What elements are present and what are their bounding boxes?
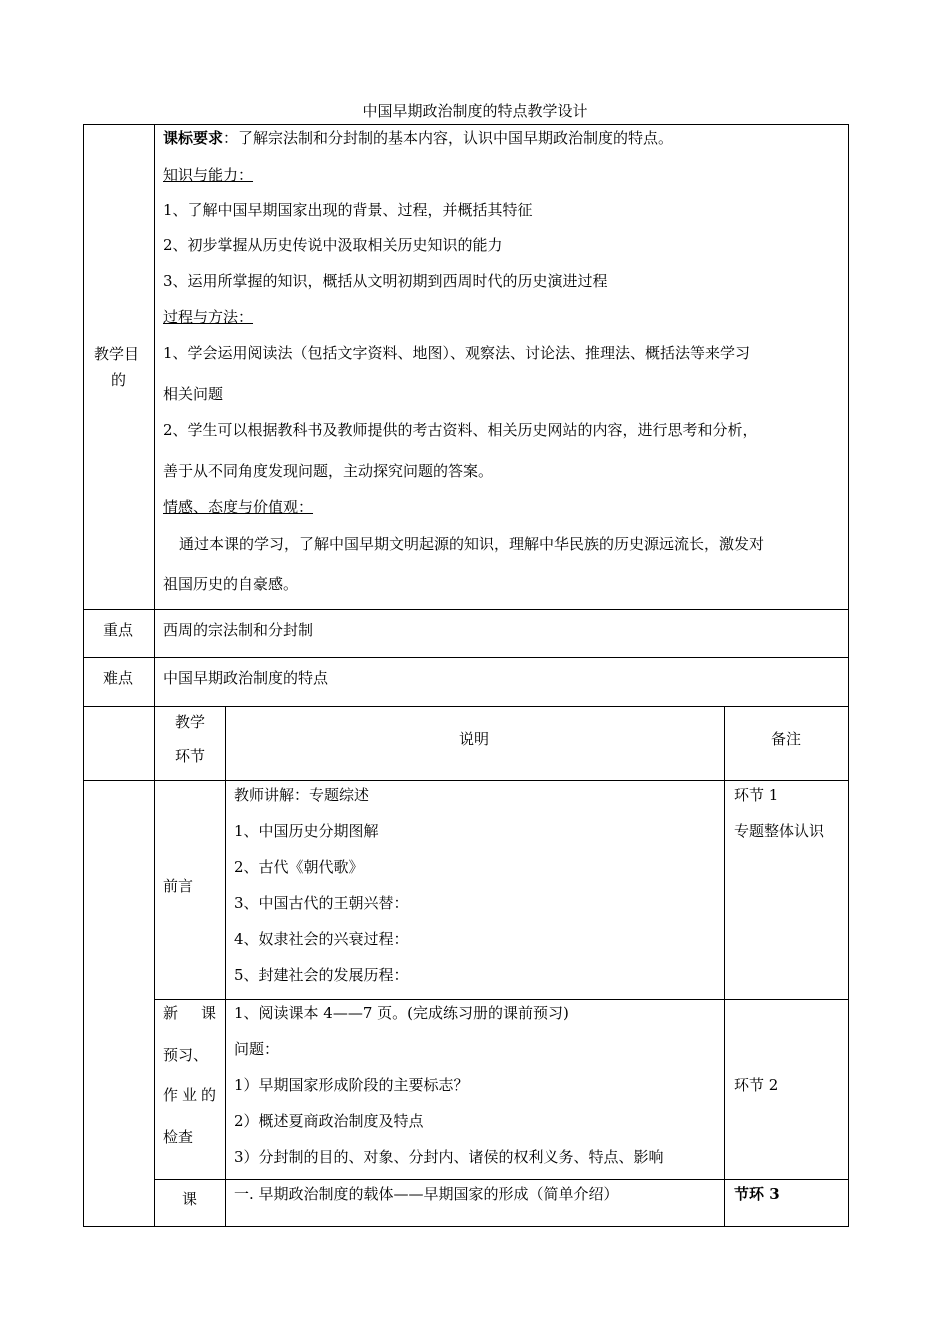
desc-line: 1、中国历史分期图解 bbox=[234, 822, 379, 840]
table-right-border bbox=[848, 124, 849, 1227]
desc-line: 问题： bbox=[234, 1040, 280, 1058]
table-bottom-border bbox=[83, 1226, 849, 1227]
desc-line: 2）概述夏商政治制度及特点 bbox=[234, 1112, 424, 1130]
row-divider bbox=[83, 609, 849, 610]
row-divider bbox=[83, 657, 849, 658]
stage-header: 教学 bbox=[175, 713, 206, 731]
process-item: 善于从不同角度发现问题，主动探究问题的答案。 bbox=[163, 462, 494, 480]
emotion-heading: 情感、态度与价值观： bbox=[163, 498, 314, 516]
column-divider bbox=[724, 706, 725, 1227]
stage-cell-char: 新 bbox=[163, 1004, 179, 1022]
stage-cell-char: 作 bbox=[163, 1086, 179, 1104]
knowledge-item: 2、初步掌握从历史传说中汲取相关历史知识的能力 bbox=[163, 236, 503, 254]
difficulty-label: 难点 bbox=[103, 669, 134, 687]
desc-line: 3）分封制的目的、对象、分封内、诸侯的权利义务、特点、影响 bbox=[234, 1148, 664, 1166]
standard-label: 课标要求 bbox=[163, 129, 224, 147]
desc-line: 1）早期国家形成阶段的主要标志？ bbox=[234, 1076, 469, 1094]
stage-cell: 课 bbox=[182, 1190, 198, 1208]
row-divider bbox=[154, 1179, 849, 1180]
knowledge-item: 1、了解中国早期国家出现的背景、过程，并概括其特征 bbox=[163, 201, 533, 219]
key-point-text: 西周的宗法制和分封制 bbox=[163, 621, 314, 639]
desc-header: 说明 bbox=[459, 730, 490, 748]
difficulty-text: 中国早期政治制度的特点 bbox=[163, 669, 329, 687]
stage-cell-char: 课 bbox=[201, 1004, 217, 1022]
row-divider bbox=[154, 999, 849, 1000]
note-cell-cont: 专题整体认识 bbox=[734, 822, 825, 840]
goals-label: 教学目 bbox=[94, 345, 140, 363]
desc-line: 5、封建社会的发展历程： bbox=[234, 966, 409, 984]
note-cell: 节环 3 bbox=[734, 1185, 780, 1203]
note-cell: 环节 2 bbox=[734, 1076, 779, 1094]
goals-label-cont: 的 bbox=[111, 371, 127, 389]
desc-line: 2、古代《朝代歌》 bbox=[234, 858, 364, 876]
desc-line: 3、中国古代的王朝兴替： bbox=[234, 894, 409, 912]
process-item: 1、学会运用阅读法（包括文字资料、地图）、观察法、讨论法、推理法、概括法等来学习 bbox=[163, 344, 751, 362]
row-divider bbox=[83, 706, 849, 707]
key-point-label: 重点 bbox=[103, 621, 134, 639]
stage-cell-char: 的 bbox=[201, 1086, 217, 1104]
process-item: 2、学生可以根据教科书及教师提供的考古资料、相关历史网站的内容，进行思考和分析， bbox=[163, 421, 758, 439]
row-divider bbox=[83, 780, 849, 781]
desc-line: 1、阅读课本 4——7 页。(完成练习册的课前预习) bbox=[234, 1004, 569, 1022]
standard-text: ：了解宗法制和分封制的基本内容，认识中国早期政治制度的特点。 bbox=[223, 129, 674, 147]
column-divider bbox=[225, 706, 226, 1227]
emotion-item: 通过本课的学习，了解中国早期文明起源的知识，理解中华民族的历史源远流长，激发对 bbox=[179, 535, 765, 553]
knowledge-item: 3、运用所掌握的知识，概括从文明初期到西周时代的历史演进过程 bbox=[163, 272, 608, 290]
desc-line: 教师讲解：专题综述 bbox=[234, 786, 370, 804]
document-title: 中国早期政治制度的特点教学设计 bbox=[362, 102, 588, 120]
column-divider bbox=[154, 124, 155, 1227]
stage-cell: 前言 bbox=[163, 877, 194, 895]
note-header: 备注 bbox=[771, 730, 802, 748]
stage-header-cont: 环节 bbox=[175, 747, 206, 765]
stage-cell-line: 检查 bbox=[163, 1128, 194, 1146]
process-item: 相关问题 bbox=[163, 385, 224, 403]
process-heading: 过程与方法： bbox=[163, 308, 254, 326]
knowledge-heading: 知识与能力： bbox=[163, 166, 254, 184]
desc-line: 一. 早期政治制度的载体——早期国家的形成（简单介绍） bbox=[234, 1185, 619, 1203]
emotion-item: 祖国历史的自豪感。 bbox=[163, 575, 299, 593]
note-cell: 环节 1 bbox=[734, 786, 779, 804]
table-top-border bbox=[83, 124, 849, 125]
desc-line: 4、奴隶社会的兴衰过程： bbox=[234, 930, 409, 948]
stage-cell-char: 业 bbox=[182, 1086, 198, 1104]
curriculum-standard bbox=[163, 128, 673, 148]
table-left-border bbox=[83, 124, 84, 1227]
stage-cell-line: 预习、 bbox=[163, 1046, 209, 1064]
